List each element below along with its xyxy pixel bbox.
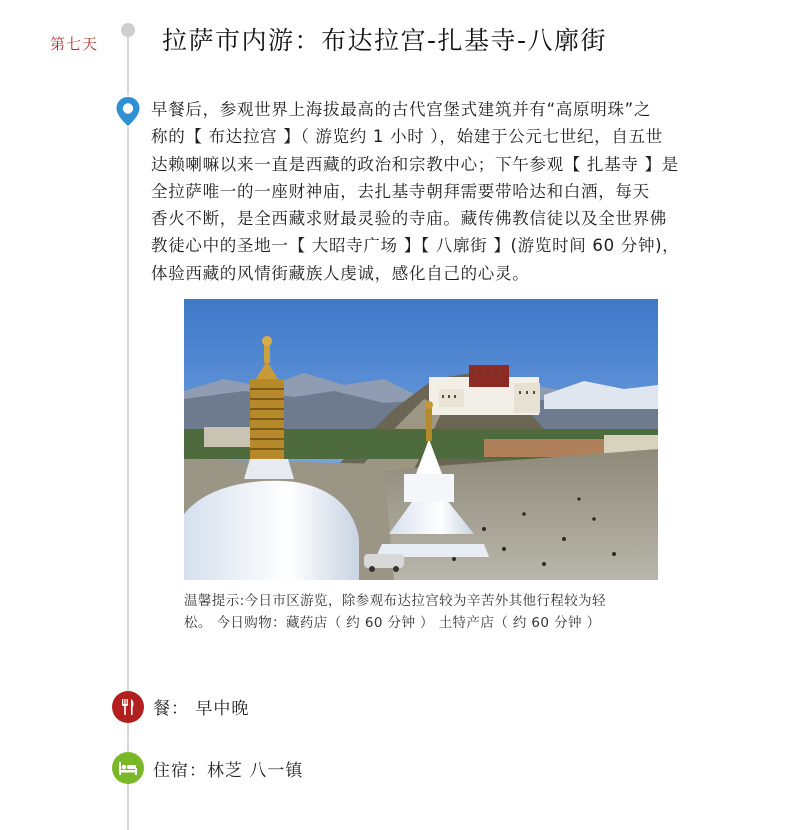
hotel-info: 住宿：林芝 八一镇 — [153, 761, 304, 781]
bed-icon — [112, 752, 144, 784]
day-description — [151, 96, 751, 287]
travel-tip — [184, 590, 659, 634]
meal-info: 餐： 早中晚 — [153, 699, 250, 719]
description-line: 体验西藏的风情街藏族人虔诚，感化自己的心灵。 — [151, 263, 530, 283]
fork-knife-icon — [112, 691, 144, 723]
timeline-dot — [121, 23, 135, 37]
tip-line: 温馨提示:今日市区游览，除参观布达拉宫较为辛苦外其他行程较为轻 — [184, 593, 606, 609]
description-line: 香火不断，是全西藏求财最灵验的寺庙。藏传佛教信徒以及全世界佛 — [151, 209, 667, 229]
tip-line: 松。 今日购物：藏药店（ 约 60 分钟 ） 土特产店（ 约 60 分钟 ） — [184, 615, 601, 631]
potala-palace-photo — [184, 299, 658, 580]
day-label: 第七天 — [50, 35, 99, 53]
description-line: 教徒心中的圣地一【 大昭寺广场 】【 八廓街 】(游览时间 60 分钟)， — [151, 236, 680, 256]
description-line: 达赖喇嘛以来一直是西藏的政治和宗教中心；下午参观【 扎基寺 】是 — [151, 154, 679, 174]
map-pin-icon — [112, 95, 144, 127]
description-line: 早餐后，参观世界上海拔最高的古代宫堡式建筑并有“高原明珠”之 — [151, 100, 652, 119]
day-title: 拉萨市内游：布达拉宫-扎基寺-八廓街 — [162, 26, 608, 55]
description-line: 全拉萨唯一的一座财神庙，去扎基寺朝拜需要带哈达和白酒，每天 — [151, 181, 650, 201]
description-line: 称的【 布达拉宫 】（ 游览约 1 小时 ），始建于公元七世纪，自五世 — [151, 127, 663, 147]
